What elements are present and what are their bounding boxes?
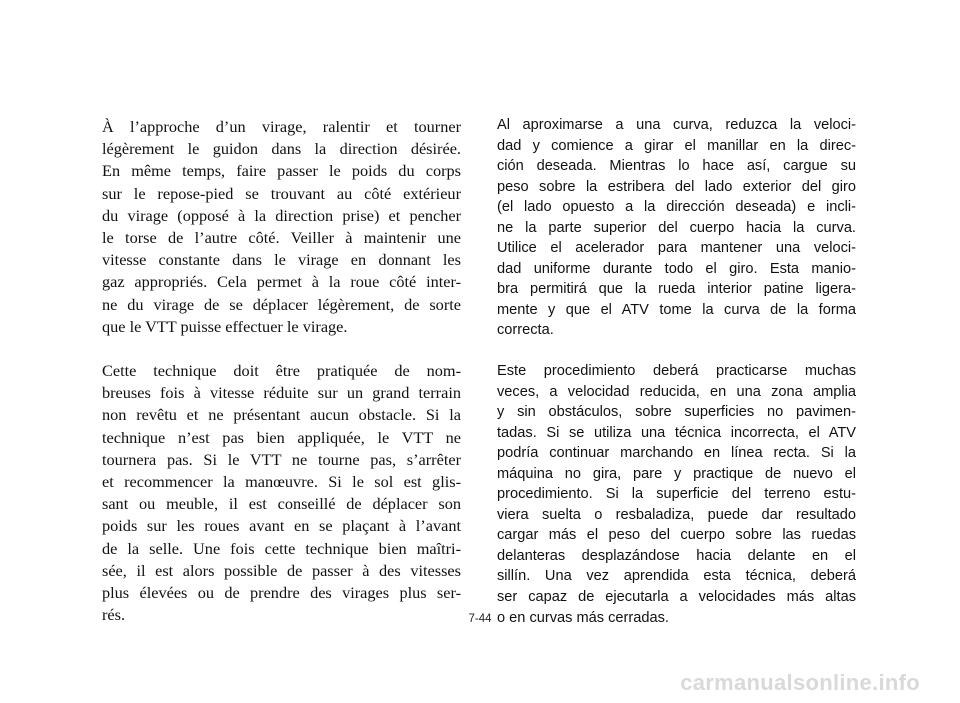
text-line: ser capaz de ejecutarla a velocidades más altas <box>497 589 856 606</box>
text-line: gaz appropriés. Cela permet à la roue côté inter- <box>102 272 461 292</box>
text-line: cargar más el peso del cuerpo sobre las ruedas <box>497 527 856 544</box>
text-line: o en curvas más cerradas. <box>497 609 669 626</box>
text-line: sillín. Una vez aprendida esta técnica, deberá <box>497 568 856 585</box>
text-line: Cette technique doit être pratiquée de nom- <box>102 361 461 381</box>
text-line: Al aproximarse a una curva, reduzca la veloci- <box>497 117 856 133</box>
text-line: breuses fois à vitesse réduite sur un grand terrain <box>102 383 461 403</box>
page-number: 7-44 <box>468 613 492 625</box>
text-line: sant ou meuble, il est conseillé de déplacer son <box>102 494 461 514</box>
text-line: ción deseada. Mientras lo hace así, cargue su <box>497 158 856 175</box>
text-line: procedimiento. Si la superficie del terreno estu- <box>497 486 856 503</box>
text-line: le torse de l’autre côté. Veiller à maintenir une <box>102 228 461 248</box>
text-line: veces, a velocidad reducida, en una zona amplia <box>497 383 856 400</box>
text-line: máquina no gira, pare y practique de nuevo el <box>497 465 856 482</box>
text-line: non revêtu et ne présentant aucun obstacle. Si la <box>102 405 461 425</box>
text-line: dad uniforme durante todo el giro. Esta manio- <box>497 260 856 277</box>
watermark: carmanualsonline.info <box>680 670 920 695</box>
text-line: correcta. <box>497 322 554 339</box>
text-line: podría continuar marchando en línea recta. Si la <box>497 445 856 462</box>
text-line: dad y comience a girar el manillar en la direc- <box>497 137 856 154</box>
spanish-paragraph-1 <box>497 115 856 341</box>
text-line: vitesse constante dans le virage en donnant les <box>102 250 461 270</box>
text-line: du virage (opposé à la direction prise) et pencher <box>102 205 461 225</box>
text-line: poids sur les roues avant en se plaçant à l’avant <box>102 516 461 536</box>
text-line: ne du virage de se déplacer légèrement, de sorte <box>102 294 461 314</box>
text-line: Utilice el acelerador para mantener una veloci- <box>497 240 856 257</box>
french-text-column <box>102 116 461 626</box>
text-line: sée, il est alors possible de passer à des vitesses <box>102 560 461 580</box>
paragraph-spacer <box>102 338 461 360</box>
french-paragraph-1 <box>102 116 461 338</box>
text-line: sur le repose-pied se trouvant au côté extérieur <box>102 183 461 203</box>
text-line: En même temps, faire passer le poids du corps <box>102 161 461 181</box>
text-line: peso sobre la estribera del lado exterior del giro <box>497 178 856 195</box>
spanish-text-column <box>497 115 856 628</box>
text-line: plus élevées ou de prendre des virages plus ser- <box>102 583 461 603</box>
text-line: bra permitirá que la rueda interior patine ligera- <box>497 281 856 298</box>
french-paragraph-2 <box>102 360 461 626</box>
text-line: que le VTT puisse effectuer le virage. <box>102 316 348 336</box>
text-line: légèrement le guidon dans la direction désirée. <box>102 139 461 159</box>
text-line: delanteras desplazándose hacia delante en el <box>497 547 856 564</box>
text-line: de la selle. Une fois cette technique bien maîtri- <box>102 538 461 558</box>
paragraph-spacer <box>497 341 856 361</box>
text-line: rés. <box>102 605 126 625</box>
text-line: y sin obstáculos, sobre superficies no pavimen- <box>497 404 856 421</box>
spanish-paragraph-2 <box>497 361 856 628</box>
text-line: technique n’est pas bien appliquée, le VTT ne <box>102 427 461 447</box>
text-line: et recommencer la manœuvre. Si le sol est glis- <box>102 472 461 492</box>
text-line: mente y que el ATV tome la curva de la forma <box>497 301 856 318</box>
text-line: tournera pas. Si le VTT ne tourne pas, s’arrêter <box>102 449 461 469</box>
text-line: tadas. Si se utiliza una técnica incorrecta, el ATV <box>497 424 856 441</box>
text-line: Este procedimiento deberá practicarse muchas <box>497 363 856 380</box>
text-line: À l’approche d’un virage, ralentir et tourner <box>102 117 461 136</box>
text-line: ne la parte superior del cuerpo hacia la curva. <box>497 219 856 236</box>
text-line: (el lado opuesto a la dirección deseada) e incli- <box>497 199 856 216</box>
text-line: viera suelta o resbaladiza, puede dar resultado <box>497 506 856 523</box>
